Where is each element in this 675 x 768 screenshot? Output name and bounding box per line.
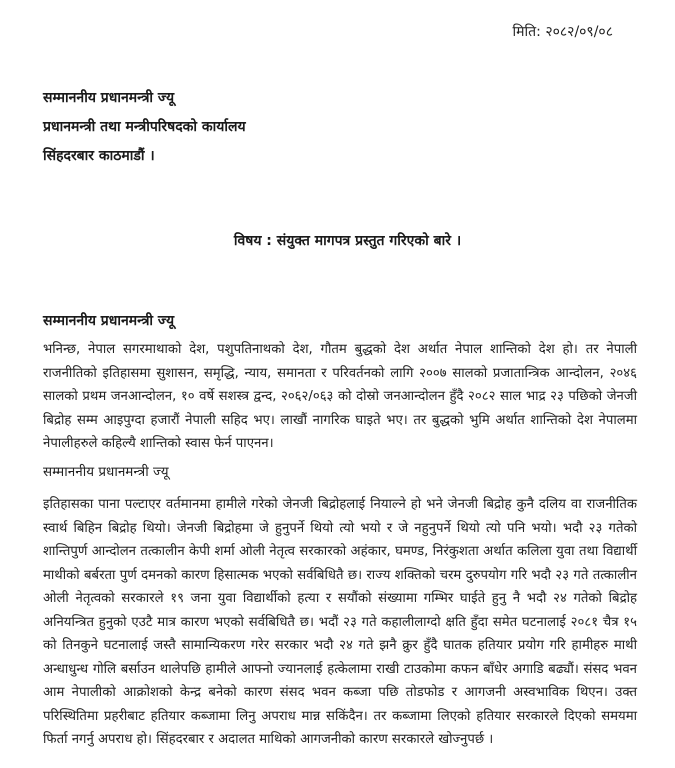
recipient-line-office: प्रधानमन्त्री तथा मन्त्रीपरिषदको कार्यालय bbox=[43, 119, 246, 135]
recipient-address bbox=[43, 84, 246, 171]
body-paragraph-1: भनिन्छ, नेपाल सगरमाथाको देश, पशुपतिनाथको देश, गौतम बुद्धको देश अर्थात नेपाल शान्तिको देश हो। तर नेपाली राजनीतिको इतिहासमा सुशासन, समृद्धि, न्याय, समानता र परिवर्तनको लागि २००७ सालको प्रजातान्त्रिक आन्दोलन, २०४६ सालको प्रथम जनआन्दोलन, १० वर्षे सशस्त्र द्वन्द, २०६२/०६३ को दोस्रो जनआन्दोलन हुँदै २०८२ साल भाद्र २३ पछिको जेनजी बिद्रोह सम्म आइपुग्दा हजारौं नेपाली सहिद भए। लाखौं नागरिक घाइते भए। तर बुद्धको भुमि अर्थात शान्तिको देश नेपालमा नेपालीहरुले कहिल्यै शान्तिको स्वास फेर्न पाएनन। bbox=[43, 342, 637, 451]
salutation-secondary: सम्माननीय प्रधानमन्त्री ज्यू bbox=[43, 464, 169, 480]
salutation-heading: सम्माननीय प्रधानमन्त्री ज्यू bbox=[43, 313, 175, 329]
letter-subject: विषय : संयुक्त मागपत्र प्रस्तुत गरिएको बारे । bbox=[233, 233, 462, 249]
recipient-line-title: सम्माननीय प्रधानमन्त्री ज्यू bbox=[43, 90, 175, 106]
body-paragraph-2: इतिहासका पाना पल्टाएर वर्तमानमा हामीले गरेको जेनजी बिद्रोहलाई नियाल्ने हो भने जेनजी बिद्रोह कुनै दलिय वा राजनीतिक स्वार्थ बिहिन बिद्रोह थियो। जेनजी बिद्रोहमा जे हुनुपर्ने थियो त्यो भयो र जे नहुनुपर्ने थियो त्यो पनि भयो। भदौ २३ गतेको शान्तिपुर्ण आन्दोलन तत्कालीन केपी शर्मा ओली नेतृत्व सरकारको अहंकार, घमण्ड, निरंकुशता अर्थात कलिला युवा तथा विद्यार्थी माथीको बर्बरता पुर्ण दमनको कारण हिसात्मक भएको सर्वबिधितै छ। राज्य शक्तिको चरम दुरुपयोग गरि भदौ २३ गते तत्कालीन ओली नेतृत्वको सरकारले १९ जना युवा विद्यार्थीको हत्या र सयौंको संख्यामा गम्भिर घाईते हुनु नै भदौ २४ गतेको बिद्रोह अनियन्त्रित हुनुको एउटै मात्र कारण भएको सर्वबिधितै छ। भदौं २३ गते कहालीलाग्दो क्षति हुँदा समेत घटनालाई २०८१ चैत्र १५ को तिनकुने घटनालाई जस्तै सामान्यिकरण गरेर सरकार भदौ २४ गते झनै क्रुर हुँदै घातक हतियार प्रयोग गरि हामीहरु माथी अन्धाधुन्ध गोलि बर्साउन थालेपछि हामीले आफ्नो ज्यानलाई हत्केलामा राखी टाउकोमा कफन बाँधेर अगाडि बढ्यौं। संसद भवन आम नेपालीको आक्रोशको केन्द्र बनेको कारण संसद भवन कब्जा पछि तोडफोड र आगजनी अस्वभाविक थिएन। उक्त परिस्थितिमा प्रहरीबाट हतियार कब्जामा लिनु अपराध मान्न सकिंदैन। तर कब्जामा लिएको हतियार सरकारले दिएको समयमा फिर्ता नगर्नु अपराध हो। सिंहदरबार र अदालत माथिको आगजनीको कारण सरकारले खोज्नुपर्छ । bbox=[43, 497, 637, 747]
letter-date: मिति: २०८२/०९/०८ bbox=[512, 24, 613, 40]
recipient-line-location: सिंहदरबार काठमाडौं । bbox=[43, 148, 155, 164]
